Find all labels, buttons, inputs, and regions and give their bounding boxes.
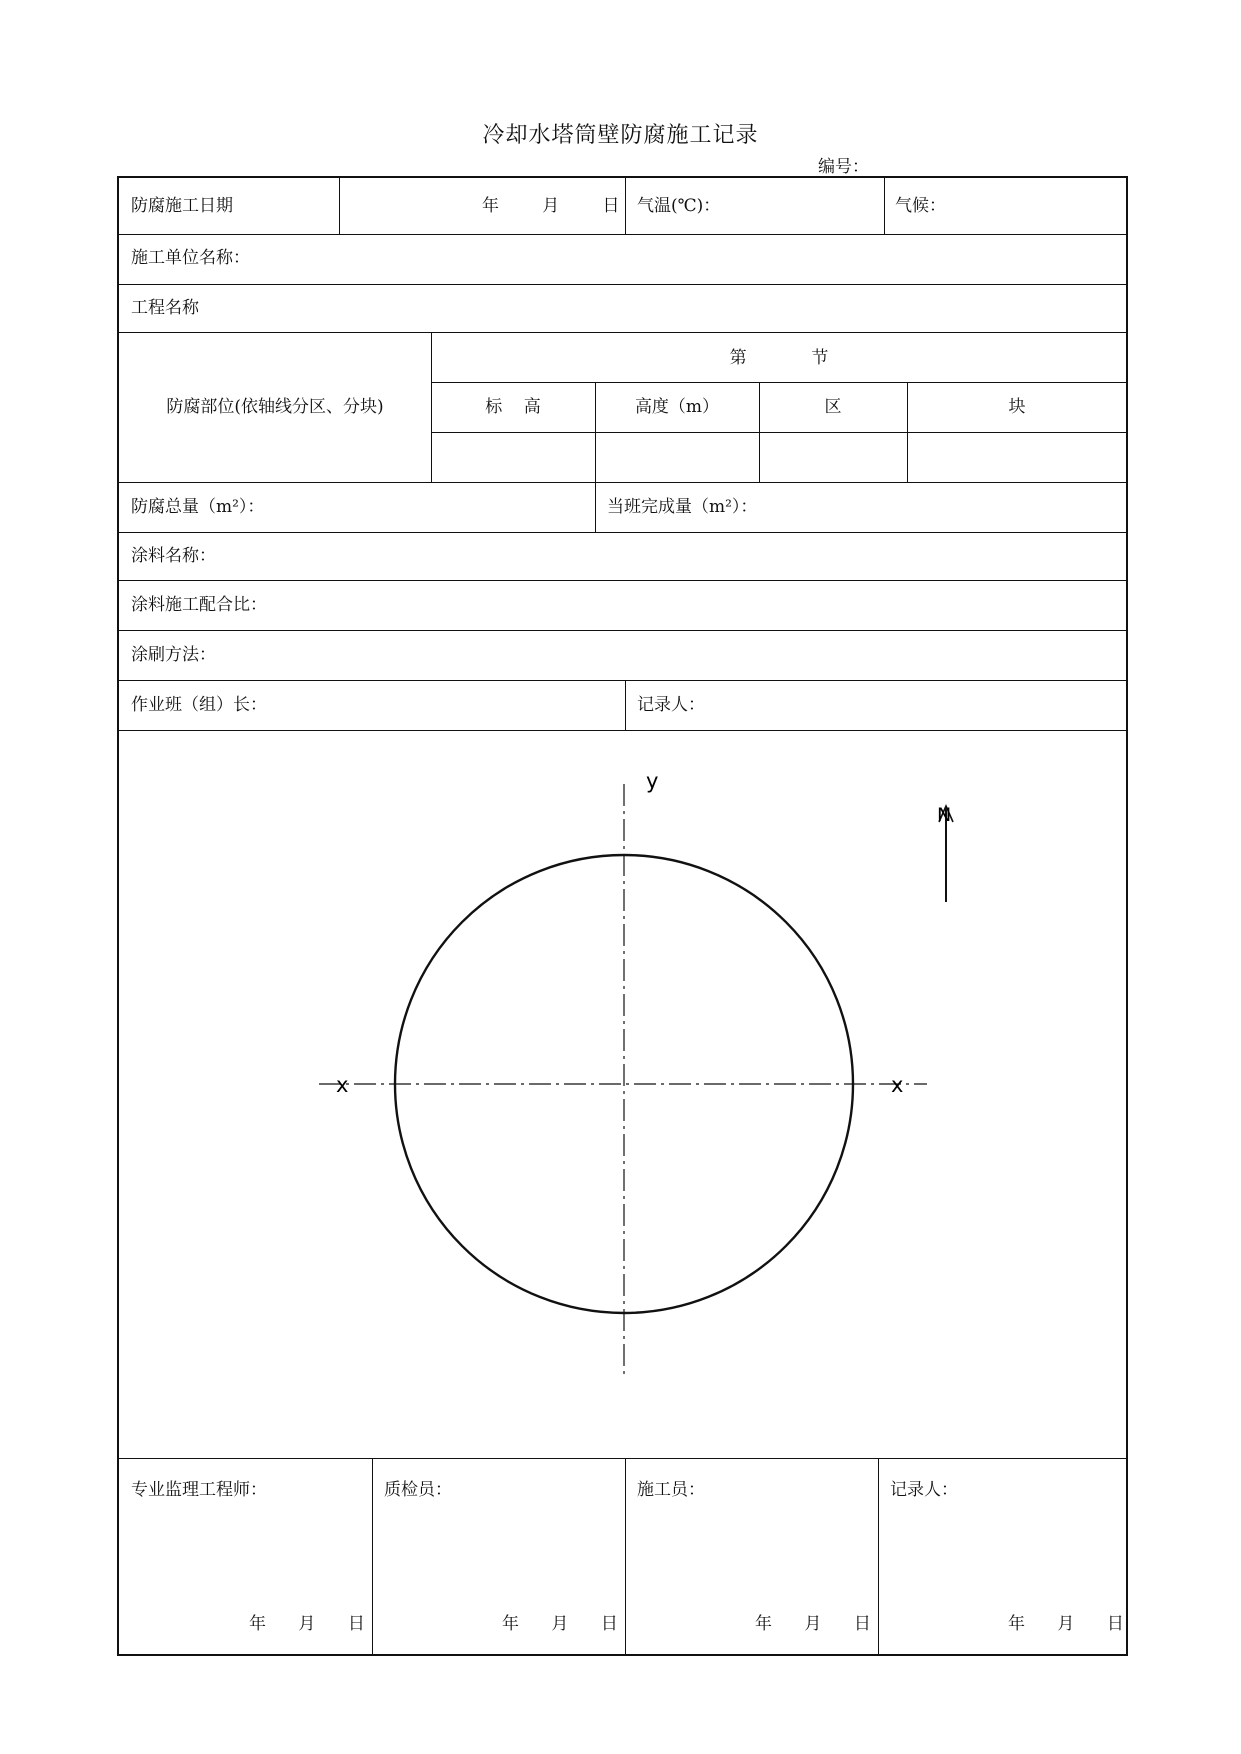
supervisor-date[interactable]: 年 月 日 (249, 1614, 365, 1634)
signature-recorder-label: 记录人： (890, 1480, 958, 1500)
location-label: 防腐部位(依轴线分区、分块) (166, 397, 384, 417)
constructor-label: 施工员： (637, 1480, 705, 1500)
shift-area-field[interactable]: 当班完成量（m²）： (607, 497, 758, 517)
y-axis-label: y (646, 769, 659, 793)
form-title: 冷却水塔筒壁防腐施工记录 (482, 123, 759, 148)
x-axis-label-right: x (891, 1073, 904, 1097)
height-header: 高度（m） (634, 397, 720, 417)
date-label: 防腐施工日期 (131, 196, 233, 216)
coating-ratio-field[interactable]: 涂料施工配合比： (131, 595, 267, 615)
coating-name-field[interactable]: 涂料名称： (131, 546, 216, 566)
elevation-header: 标 高 (485, 397, 541, 417)
recorder-field[interactable]: 记录人： (637, 695, 705, 715)
constructor-date[interactable]: 年 月 日 (755, 1614, 871, 1634)
quality-inspector-label: 质检员： (384, 1480, 452, 1500)
team-leader-field[interactable]: 作业班（组）长： (131, 695, 267, 715)
section-field[interactable]: 第 节 (729, 348, 829, 368)
unit-name-field[interactable]: 施工单位名称： (131, 248, 250, 268)
supervisor-engineer-label: 专业监理工程师： (131, 1480, 267, 1500)
brushing-method-field[interactable]: 涂刷方法： (131, 645, 216, 665)
temperature-field[interactable]: 气温(℃)： (637, 196, 721, 216)
weather-field[interactable]: 气候： (895, 196, 946, 216)
total-area-field[interactable]: 防腐总量（m²）： (131, 497, 265, 517)
record-form (117, 176, 1128, 1656)
project-name-field[interactable]: 工程名称 (131, 298, 199, 318)
north-label: N (937, 804, 952, 826)
recorder-date[interactable]: 年 月 日 (1008, 1614, 1124, 1634)
zone-header: 区 (824, 397, 842, 417)
form-number-label: 编号： (818, 157, 869, 177)
date-field[interactable]: 年 月 日 (482, 196, 620, 216)
plan-drawing (119, 178, 1125, 1656)
x-axis-label-left: x (336, 1073, 349, 1097)
inspector-date[interactable]: 年 月 日 (502, 1614, 618, 1634)
block-header: 块 (1008, 397, 1026, 417)
